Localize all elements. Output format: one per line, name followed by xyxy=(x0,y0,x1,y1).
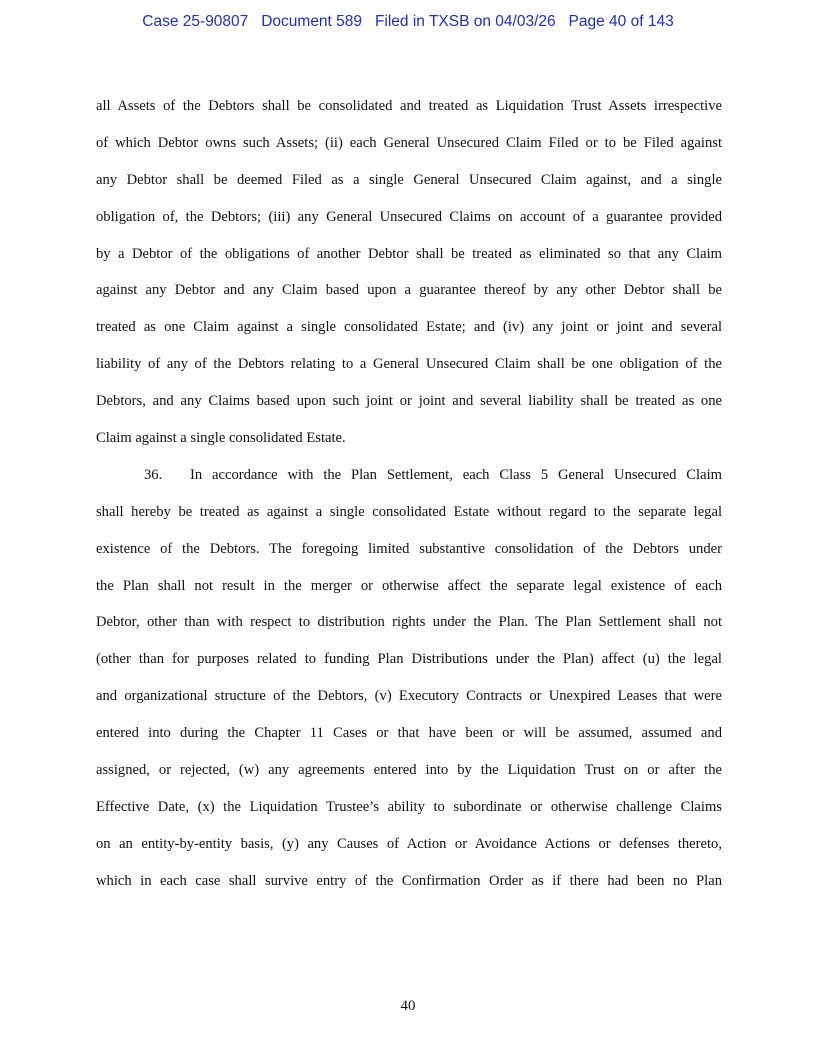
text-line: any Debtor shall be deemed Filed as a single General Unsecured Claim against, and a single xyxy=(96,171,722,188)
text-line: Debtors, and any Claims based upon such joint or joint and several liability shall be treated as one xyxy=(96,393,722,410)
filing-header xyxy=(0,13,816,31)
text-line xyxy=(96,463,722,500)
page-info: Page 40 of 143 xyxy=(568,13,674,30)
filed-info: Filed in TXSB on 04/03/26 xyxy=(374,13,556,30)
text-line: Debtor, other than with respect to distribution rights under the Plan. The Plan Settlement shall not xyxy=(96,614,722,631)
text-line: liability of any of the Debtors relating to a General Unsecured Claim shall be one obligation of the xyxy=(96,356,722,373)
text-line: against any Debtor and any Claim based upon a guarantee thereof by any other Debtor shall be xyxy=(96,282,722,299)
text-line: on an entity-by-entity basis, (y) any Causes of Action or Avoidance Actions or defenses thereto, xyxy=(96,835,722,852)
paragraph-number: 36. xyxy=(144,466,163,483)
text-line: the Plan shall not result in the merger or otherwise affect the separate legal existence of each xyxy=(96,577,722,594)
text-line: entered into during the Chapter 11 Cases or that have been or will be assumed, assumed and xyxy=(96,725,722,742)
text-line: Effective Date, (x) the Liquidation Trustee’s ability to subordinate or otherwise challenge Claims xyxy=(96,798,722,815)
text-line: by a Debtor of the obligations of another Debtor shall be treated as eliminated so that any Claim xyxy=(96,245,722,262)
text-line: (other than for purposes related to funding Plan Distributions under the Plan) affect (u) the legal xyxy=(96,651,722,668)
text-line: obligation of, the Debtors; (iii) any General Unsecured Claims on account of a guarantee provided xyxy=(96,208,722,225)
text-line: which in each case shall survive entry of the Confirmation Order as if there had been no Plan xyxy=(96,872,722,889)
text-line: Claim against a single consolidated Estate. xyxy=(96,430,346,447)
paragraph-continued xyxy=(96,94,722,463)
text-line: all Assets of the Debtors shall be consolidated and treated as Liquidation Trust Assets irrespective xyxy=(96,98,722,114)
text-line: assigned, or rejected, (w) any agreements entered into by the Liquidation Trust on or after the xyxy=(96,762,722,779)
text-line: and organizational structure of the Debtors, (v) Executory Contracts or Unexpired Leases that were xyxy=(96,688,722,705)
text-line: shall hereby be treated as against a single consolidated Estate without regard to the separate legal xyxy=(96,503,722,520)
document-number: Document 589 xyxy=(261,13,363,30)
text-line-content: In accordance with the Plan Settlement, each Class 5 General Unsecured Claim xyxy=(190,466,722,483)
text-line: of which Debtor owns such Assets; (ii) each General Unsecured Claim Filed or to be Filed against xyxy=(96,134,722,151)
case-number: Case 25-90807 xyxy=(142,13,249,30)
document-body xyxy=(96,94,722,906)
paragraph-36 xyxy=(96,463,722,906)
text-line: treated as one Claim against a single consolidated Estate; and (iv) any joint or joint and several xyxy=(96,319,722,336)
page-number: 40 xyxy=(400,998,416,1014)
text-line: existence of the Debtors. The foregoing limited substantive consolidation of the Debtors under xyxy=(96,540,722,557)
